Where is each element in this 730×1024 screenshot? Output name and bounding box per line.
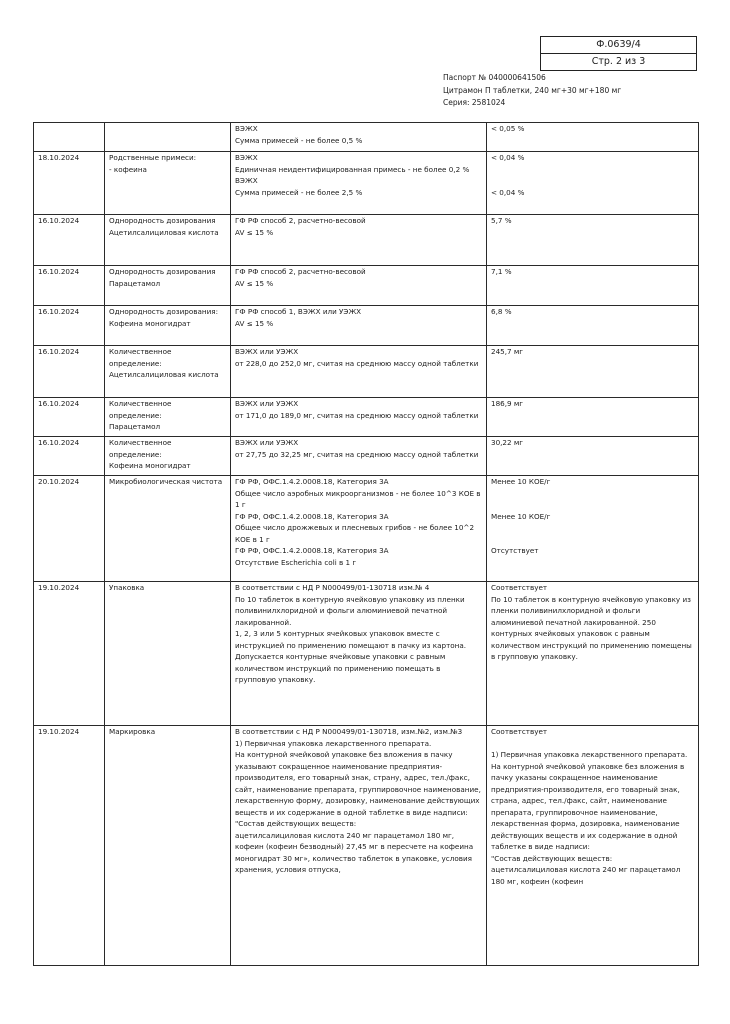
date-cell: 16.10.2024	[34, 346, 105, 398]
indicator-cell: Количественное определение: Кофеина моногидрат	[105, 437, 231, 476]
date-cell: 16.10.2024	[34, 398, 105, 437]
date-cell: 16.10.2024	[34, 306, 105, 346]
date-cell: 16.10.2024	[34, 437, 105, 476]
table-row	[34, 398, 699, 437]
norm-cell: В соответствии с НД Р N000499/01-130718 изм.№ 4 По 10 таблеток в контурную ячейковую упаковку из пленки поливинилхлоридной и фольги алюминиевой печатной лакированной. 1, 2, 3 или 5 контурных ячейковых упаковок вместе с инструкцией по применению помещают в пачку из картона. Допускается контурные ячейковые упаковки с равным количеством инструкций по применению помещать в групповую упаковку.	[231, 582, 487, 726]
norm-cell: ВЭЖХ или УЭЖХ от 27,75 до 32,25 мг, считая на среднюю массу одной таблетки	[231, 437, 487, 476]
norm-cell: ВЭЖХ или УЭЖХ от 171,0 до 189,0 мг, считая на среднюю массу одной таблетки	[231, 398, 487, 437]
norm-cell: ВЭЖХ Сумма примесей - не более 0,5 %	[231, 123, 487, 152]
indicator-cell: Количественное определение: Парацетамол	[105, 398, 231, 437]
table-row	[34, 152, 699, 215]
result-cell: Менее 10 КОЕ/г Менее 10 КОЕ/г Отсутствует	[487, 476, 699, 582]
page-number: Стр. 2 из 3	[541, 53, 696, 70]
result-cell: 30,22 мг	[487, 437, 699, 476]
table-row	[34, 476, 699, 582]
date-cell: 16.10.2024	[34, 266, 105, 306]
result-cell: 6,8 %	[487, 306, 699, 346]
test-results-table	[33, 122, 699, 966]
indicator-cell: Однородность дозирования Парацетамол	[105, 266, 231, 306]
table-row	[34, 437, 699, 476]
norm-cell: ВЭЖХ Единичная неидентифицированная примесь - не более 0,2 % ВЭЖХ Сумма примесей - не более 2,5 %	[231, 152, 487, 215]
table-row	[34, 266, 699, 306]
table-row	[34, 306, 699, 346]
table-row	[34, 215, 699, 266]
result-cell: 5,7 %	[487, 215, 699, 266]
result-cell: < 0,05 %	[487, 123, 699, 152]
result-cell: Соответствует 1) Первичная упаковка лекарственного препарата. На контурной ячейковой упаковке без вложения в пачку указаны сокращенное наименование предприятия-производителя, его товарный знак, страна, адрес, тел./факс, сайт, наименование препарата, группировочное наименование, лекарственная форма, дозировка, наименование действующих веществ и их содержание в одной таблетке в виде надписи: "Состав действующих веществ: ацетилсалициловая кислота 240 мг парацетамол 180 мг, кофеин (кофеин	[487, 726, 699, 966]
table-row	[34, 346, 699, 398]
table-row	[34, 582, 699, 726]
indicator-cell: Микробиологическая чистота	[105, 476, 231, 582]
passport-number: Паспорт № 040000641506	[443, 73, 546, 82]
table-row	[34, 726, 699, 966]
indicator-cell: Однородность дозирования Ацетилсалициловая кислота	[105, 215, 231, 266]
result-cell: 7,1 %	[487, 266, 699, 306]
indicator-cell	[105, 123, 231, 152]
indicator-cell: Маркировка	[105, 726, 231, 966]
date-cell	[34, 123, 105, 152]
series-number: Серия: 2581024	[443, 98, 506, 107]
form-code: Ф.0639/4	[596, 39, 641, 50]
date-cell: 19.10.2024	[34, 582, 105, 726]
result-cell: Соответствует По 10 таблеток в контурную ячейковую упаковку из пленки поливинилхлоридной и фольги алюминиевой печатной лакированной. 250 контурных ячейковых упаковок с равным количеством инструкций по применению помещены в групповую упаковку.	[487, 582, 699, 726]
result-cell: < 0,04 % < 0,04 %	[487, 152, 699, 215]
date-cell: 18.10.2024	[34, 152, 105, 215]
date-cell: 20.10.2024	[34, 476, 105, 582]
indicator-cell: Упаковка	[105, 582, 231, 726]
date-cell: 19.10.2024	[34, 726, 105, 966]
indicator-cell: Однородность дозирования: Кофеина моногидрат	[105, 306, 231, 346]
norm-cell: ВЭЖХ или УЭЖХ от 228,0 до 252,0 мг, считая на среднюю массу одной таблетки	[231, 346, 487, 398]
table-row	[34, 123, 699, 152]
norm-cell: ГФ РФ способ 1, ВЭЖХ или УЭЖХ AV ≤ 15 %	[231, 306, 487, 346]
norm-cell: ГФ РФ способ 2, расчетно-весовой AV ≤ 15 %	[231, 215, 487, 266]
date-cell: 16.10.2024	[34, 215, 105, 266]
result-cell: 245,7 мг	[487, 346, 699, 398]
indicator-cell: Родственные примеси: - кофеина	[105, 152, 231, 215]
norm-cell: ГФ РФ, ОФС.1.4.2.0008.18, Категория 3А Общее число аэробных микроорганизмов - не более 10^3 КОЕ в 1 г ГФ РФ, ОФС.1.4.2.0008.18, Категория 3А Общее число дрожжевых и плесневых грибов - не более 10^2 КОЕ в 1 г ГФ РФ, ОФС.1.4.2.0008.18, Категория 3А Отсутствие Escherichia coli в 1 г	[231, 476, 487, 582]
result-cell: 186,9 мг	[487, 398, 699, 437]
product-name: Цитрамон П таблетки, 240 мг+30 мг+180 мг	[443, 85, 622, 95]
norm-cell: В соответствии с НД Р N000499/01-130718, изм.№2, изм.№3 1) Первичная упаковка лекарственного препарата. На контурной ячейковой упаковке без вложения в пачку указывают сокращенное наименование предприятия-производителя, его товарный знак, страну, адрес, тел./факс, сайт, наименование препарата, группировочное наименование, лекарственную форму, дозировку, наименование действующих веществ и их содержание в одной таблетке в виде надписи: "Состав действующих веществ: ацетилсалициловая кислота 240 мг парацетамол 180 мг, кофеин (кофеин безводный) 27,45 мг в пересчете на кофеина моногидрат 30 мг», количество таблеток в упаковке, условия хранения, условия отпуска,	[231, 726, 487, 966]
form-code-box	[540, 36, 697, 71]
passport-header	[443, 72, 621, 110]
norm-cell: ГФ РФ способ 2, расчетно-весовой AV ≤ 15 %	[231, 266, 487, 306]
indicator-cell: Количественное определение: Ацетилсалициловая кислота	[105, 346, 231, 398]
